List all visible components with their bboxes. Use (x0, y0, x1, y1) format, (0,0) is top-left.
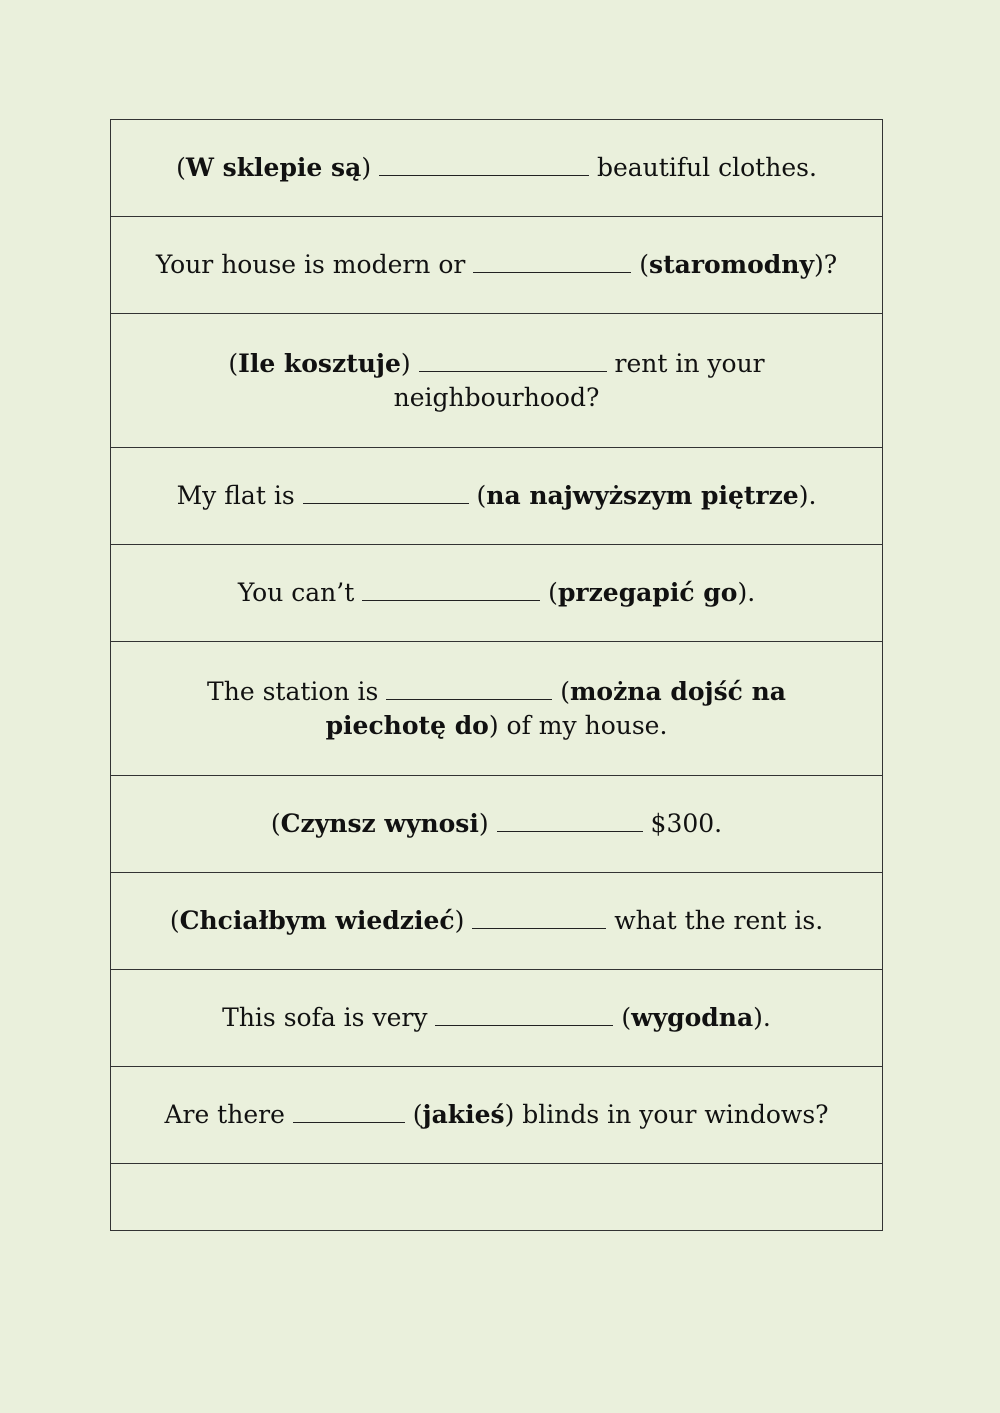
answer-blank[interactable] (362, 582, 540, 601)
exercise-row (111, 776, 883, 873)
answer-blank[interactable] (303, 485, 469, 504)
sentence-cell: Are there (jakieś) blinds in your windows? (111, 1067, 883, 1164)
polish-hint: można dojść na piechotę do (325, 676, 786, 740)
polish-hint: przegapić go (557, 578, 738, 607)
polish-hint: staromodny (649, 250, 814, 279)
empty-row (111, 1164, 883, 1231)
exercise-table (110, 119, 883, 1231)
polish-hint: jakieś (422, 1100, 505, 1129)
exercise-row (111, 970, 883, 1067)
answer-blank[interactable] (472, 910, 606, 929)
polish-hint: Czynsz wynosi (280, 809, 479, 838)
sentence-cell: You can’t (przegapić go). (111, 545, 883, 642)
answer-blank[interactable] (419, 353, 607, 372)
exercise-row (111, 545, 883, 642)
polish-hint: W sklepie są (185, 153, 362, 182)
sentence-cell: The station is (można dojść na piechotę do) of my house. (111, 642, 883, 776)
sentence-cell: (W sklepie są) beautiful clothes. (111, 120, 883, 217)
polish-hint: Chciałbym wiedzieć (179, 906, 455, 935)
sentence-cell: (Ile kosztuje) rent in your neighbourhood? (111, 314, 883, 448)
answer-blank[interactable] (497, 813, 643, 832)
answer-blank[interactable] (435, 1007, 613, 1026)
answer-blank[interactable] (293, 1104, 405, 1123)
answer-blank[interactable] (379, 157, 589, 176)
answer-blank[interactable] (386, 681, 552, 700)
polish-hint: na najwyższym piętrze (486, 481, 799, 510)
exercise-row (111, 448, 883, 545)
polish-hint: wygodna (631, 1003, 754, 1032)
exercise-row (111, 873, 883, 970)
exercise-row (111, 217, 883, 314)
polish-hint: Ile kosztuje (238, 348, 401, 378)
answer-blank[interactable] (473, 254, 631, 273)
empty-cell (111, 1164, 883, 1231)
exercise-row (111, 1067, 883, 1164)
exercise-row (111, 120, 883, 217)
sentence-cell: This sofa is very (wygodna). (111, 970, 883, 1067)
exercise-row (111, 314, 883, 448)
exercise-row (111, 642, 883, 776)
sentence-cell: My flat is (na najwyższym piętrze). (111, 448, 883, 545)
sentence-cell: (Czynsz wynosi) $300. (111, 776, 883, 873)
sentence-cell: (Chciałbym wiedzieć) what the rent is. (111, 873, 883, 970)
sentence-cell: Your house is modern or (staromodny)? (111, 217, 883, 314)
